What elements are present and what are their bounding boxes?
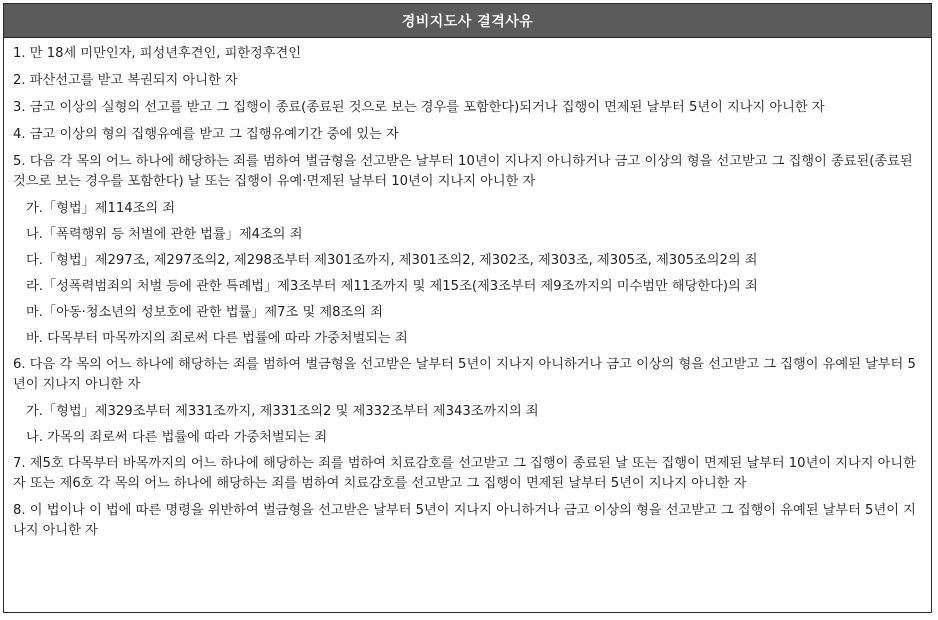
list-item-5-sub-da: 다.「형법」제297조, 제297조의2, 제298조부터 제301조까지, 제301조의2, 제302조, 제303조, 제305조, 제305조의2의 죄 bbox=[26, 253, 758, 268]
list-item-5-sub-ba: 바. 다목부터 마목까지의 죄로써 다른 법률에 따라 가중처벌되는 죄 bbox=[26, 331, 408, 346]
list-item-4: 4. 금고 이상의 형의 집행유예를 받고 그 집행유예기간 중에 있는 자 bbox=[13, 127, 399, 142]
list-item-6-sub-na: 나. 가목의 죄로써 다른 법률에 따라 가중처벌되는 죄 bbox=[26, 430, 328, 445]
list-item-5-sub-ga: 가.「형법」제114조의 죄 bbox=[26, 201, 176, 216]
list-item-5-sub-ma: 마.「아동·청소년의 성보호에 관한 법률」제7조 및 제8조의 죄 bbox=[26, 305, 383, 320]
disqualification-table bbox=[3, 3, 932, 613]
list-item-2: 2. 파산선고를 받고 복권되지 아니한 자 bbox=[13, 73, 238, 88]
table-header bbox=[4, 4, 931, 38]
table-title: 경비지도사 결격사유 bbox=[401, 13, 534, 30]
list-item-3: 3. 금고 이상의 실형의 선고를 받고 그 집행이 종료(종료된 것으로 보는 경우를 포함한다)되거나 집행이 면제된 날부터 5년이 지나지 아니한 자 bbox=[13, 100, 825, 115]
list-item-6-sub-ga: 가.「형법」제329조부터 제331조까지, 제331조의2 및 제332조부터 제343조까지의 죄 bbox=[26, 404, 539, 419]
list-item-5-sub-ra: 라.「성폭력범죄의 처벌 등에 관한 특례법」제3조부터 제11조까지 및 제15조(제3조부터 제9조까지의 미수범만 해당한다)의 죄 bbox=[26, 279, 758, 294]
table-body bbox=[4, 38, 931, 541]
list-item-6: 6. 다음 각 목의 어느 하나에 해당하는 죄를 범하여 벌금형을 선고받은 날부터 5년이 지나지 아니하거나 금고 이상의 형을 선고받고 그 집행이 유예된 날부터 5년이 지나지 아니한 자 bbox=[13, 357, 916, 392]
list-item-8: 8. 이 법이나 이 법에 따른 명령을 위반하여 벌금형을 선고받은 날부터 5년이 지나지 아니하거나 금고 이상의 형을 선고받고 그 집행이 유예된 날부터 5년이 지나지 아니한 자 bbox=[13, 503, 916, 538]
list-item-1: 1. 만 18세 미만인자, 피성년후견인, 피한정후견인 bbox=[13, 46, 302, 61]
list-item-5: 5. 다음 각 목의 어느 하나에 해당하는 죄를 범하여 벌금형을 선고받은 날부터 10년이 지나지 아니하거나 금고 이상의 형을 선고받고 그 집행이 종료된(종료된 것으로 보는 경우를 포함한다) 날 또는 집행이 유예·면제된 날부터 10년이 지나지 아니한 자 bbox=[13, 154, 913, 189]
list-item-5-sub-na: 나.「폭력행위 등 처벌에 관한 법률」제4조의 죄 bbox=[26, 227, 303, 242]
list-item-7: 7. 제5호 다목부터 바목까지의 어느 하나에 해당하는 죄를 범하여 치료감호를 선고받고 그 집행이 종료된 날 또는 집행이 면제된 날부터 10년이 지나지 아니한 자 또는 제6호 각 목의 어느 하나에 해당하는 죄를 범하여 치료감호를 선고받고 그 집행이 면제된 날부터 5년이 지나지 아니한 자 bbox=[13, 456, 916, 491]
